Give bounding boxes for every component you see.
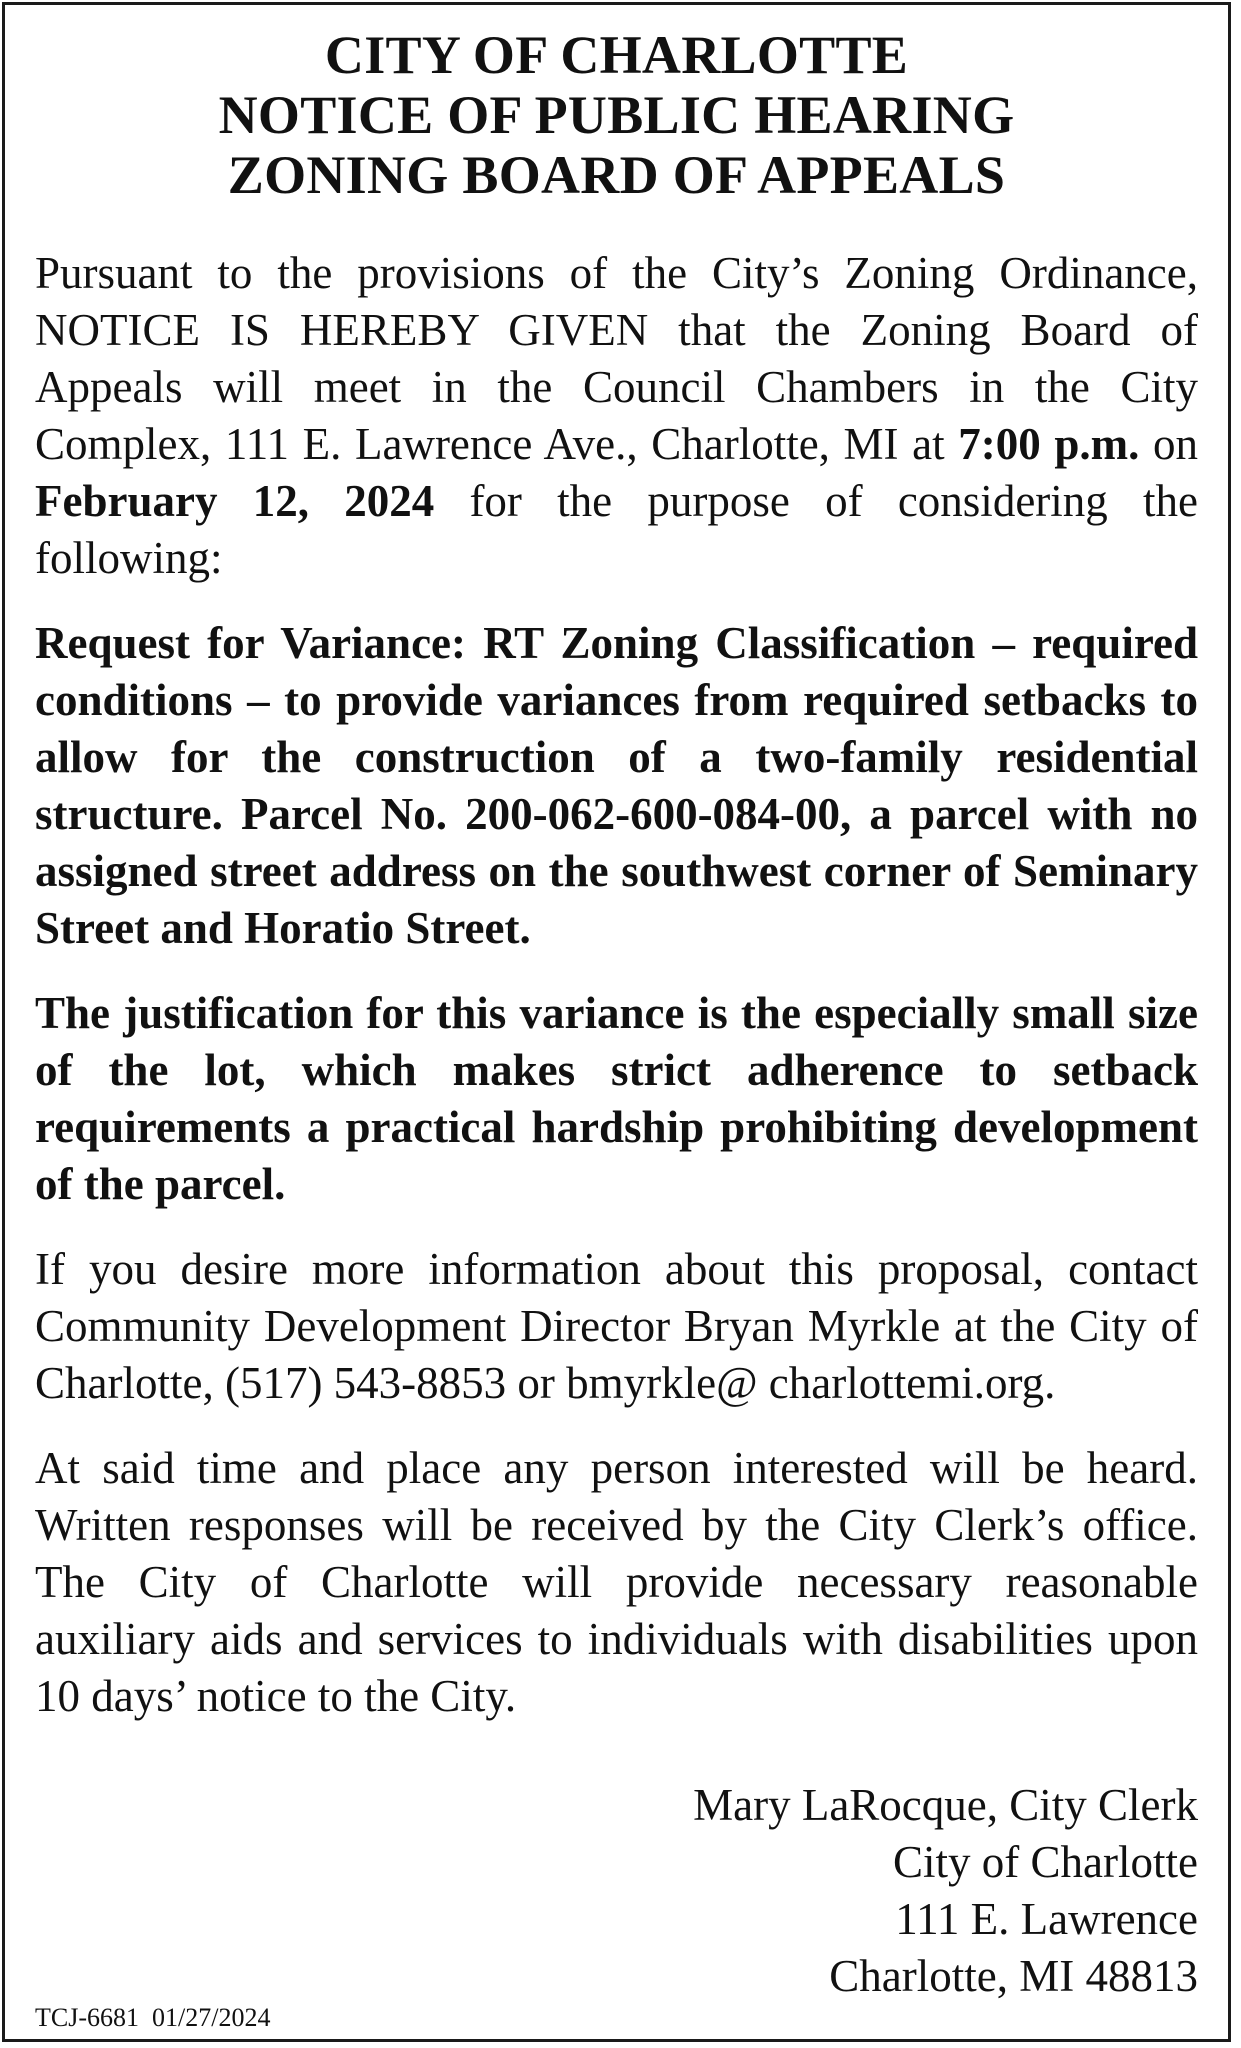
clerk-street: 111 E. Lawrence xyxy=(895,1894,1198,1944)
meeting-date: February 12, 2024 xyxy=(35,476,435,526)
intro-text: Pursuant to the provisions of the City’s Zoning Ordinance, NOTICE IS HEREBY GIVEN that the Zoning Board of Appeals will meet in the Council Chambers in the City Complex, 111 E. Lawrence Ave., Charlotte, MI at xyxy=(35,248,1198,469)
clerk-signature-block xyxy=(693,1777,1198,2005)
title-board: ZONING BOARD OF APPEALS xyxy=(227,145,1006,205)
intro-on: on xyxy=(1139,419,1199,469)
clerk-organization: City of Charlotte xyxy=(893,1837,1198,1887)
justification-paragraph: The justification for this variance is the especially small size of the lot, which makes strict adherence to setback requirements a practical hardship prohibiting development of the parcel. xyxy=(35,988,1198,1209)
publication-code: TCJ-6681 01/27/2024 xyxy=(35,2003,271,2032)
hearing-paragraph: At said time and place any person interested will be heard. Written responses will be received by the City Clerk’s office. The City of Charlotte will provide necessary reasonable auxiliary aids and services to individuals with disabilities upon 10 days’ notice to the City. xyxy=(35,1443,1198,1721)
public-notice xyxy=(2,2,1231,2042)
title-notice: NOTICE OF PUBLIC HEARING xyxy=(218,85,1015,145)
notice-content xyxy=(35,25,1198,2039)
contact-paragraph: If you desire more information about this proposal, contact Community Development Director Bryan Myrkle at the City of Charlotte, (517) 543-8853 or bmyrkle@ charlottemi.org. xyxy=(35,1244,1198,1408)
title-city: CITY OF CHARLOTTE xyxy=(324,25,909,85)
intro-purpose: for the purpose of considering the following: xyxy=(35,476,1198,583)
variance-request-paragraph: Request for Variance: RT Zoning Classification – required conditions – to provide variances from required setbacks to allow for the construction of a two-family residential structure. Parcel No. 200-062-600-084-00, a parcel with no assigned street address on the southwest corner of Seminary Street and Horatio Street. xyxy=(35,618,1198,953)
clerk-name: Mary LaRocque, City Clerk xyxy=(693,1780,1198,1830)
notice-title xyxy=(35,25,1198,205)
intro-paragraph xyxy=(35,245,1198,587)
meeting-time: 7:00 p.m. xyxy=(958,419,1140,469)
clerk-city: Charlotte, MI 48813 xyxy=(829,1951,1198,2001)
